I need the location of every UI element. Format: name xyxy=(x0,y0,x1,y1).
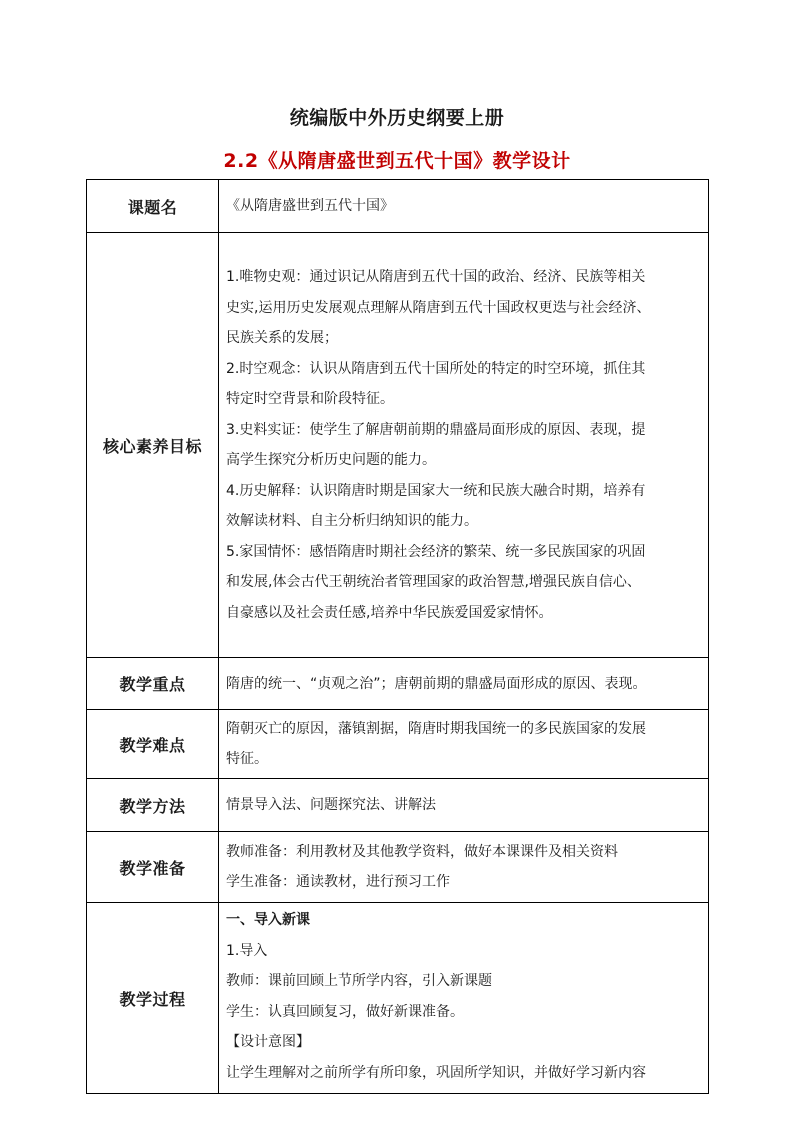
table-row-lesson-name xyxy=(87,180,709,233)
core-goals-line: 和发展,体会古代王朝统治者管理国家的政治智慧,增强民族自信心、 xyxy=(226,574,641,590)
core-goals-content xyxy=(219,233,709,658)
lesson-name-label: 课题名 xyxy=(87,180,219,233)
table-row-key-points xyxy=(87,658,709,710)
preparation-line: 学生准备：通读教材，进行预习工作 xyxy=(226,874,450,890)
core-goals-line: 民族关系的发展； xyxy=(226,330,338,346)
preparation-line: 教师准备：利用教材及其他教学资料，做好本课课件及相关资料 xyxy=(226,844,618,860)
key-points-label: 教学重点 xyxy=(87,658,219,710)
preparation-content xyxy=(219,832,709,903)
preparation-label: 教学准备 xyxy=(87,832,219,903)
core-goals-line: 3.史料实证：使学生了解唐朝前期的鼎盛局面形成的原因、表现，提 xyxy=(226,421,646,438)
table-row-core-goals xyxy=(87,233,709,658)
difficulties-label: 教学难点 xyxy=(87,710,219,779)
table-row-preparation xyxy=(87,832,709,903)
table-row-process xyxy=(87,903,709,1094)
process-content xyxy=(219,903,709,1094)
difficulties-line: 特征。 xyxy=(226,751,268,767)
process-line: 1.导入 xyxy=(226,942,268,959)
core-goals-line: 自豪感以及社会责任感,培养中华民族爱国爱家情怀。 xyxy=(226,604,553,621)
methods-value: 情景导入法、问题探究法、讲解法 xyxy=(219,779,709,832)
difficulties-line: 隋朝灭亡的原因，藩镇割据，隋唐时期我国统一的多民族国家的发展 xyxy=(226,721,646,737)
lesson-plan-table xyxy=(86,179,709,1094)
document-title: 统编版中外历史纲要上册 xyxy=(289,107,505,129)
difficulties-content xyxy=(219,710,709,779)
methods-label: 教学方法 xyxy=(87,779,219,832)
core-goals-line: 史实,运用历史发展观点理解从隋唐到五代十国政权更迭与社会经济、 xyxy=(226,299,651,316)
process-line: 教师：课前回顾上节所学内容，引入新课题 xyxy=(226,973,492,989)
document-subtitle: 2.2《从隋唐盛世到五代十国》教学设计 xyxy=(223,150,571,172)
core-goals-line: 效解读材料、自主分析归纳知识的能力。 xyxy=(226,513,478,529)
process-line: 【设计意图】 xyxy=(226,1034,310,1050)
process-line: 让学生理解对之前所学有所印象，巩固所学知识，并做好学习新内容 xyxy=(226,1064,646,1081)
key-points-value: 隋唐的统一、“贞观之治”；唐朝前期的鼎盛局面形成的原因、表现。 xyxy=(219,658,709,710)
core-goals-line: 特定时空背景和阶段特征。 xyxy=(226,391,394,407)
core-goals-line: 2.时空观念：认识从隋唐到五代十国所处的特定的时空环境，抓住其 xyxy=(226,360,646,377)
core-goals-line: 4.历史解释：认识隋唐时期是国家大一统和民族大融合时期，培养有 xyxy=(226,482,646,499)
core-goals-line: 高学生探究分析历史问题的能力。 xyxy=(226,452,436,468)
table-row-methods xyxy=(87,779,709,832)
process-line: 学生：认真回顾复习，做好新课准备。 xyxy=(226,1003,464,1020)
core-goals-label: 核心素养目标 xyxy=(87,233,219,658)
process-heading: 一、导入新课 xyxy=(226,912,310,928)
process-label: 教学过程 xyxy=(87,903,219,1094)
lesson-name-value: 《从隋唐盛世到五代十国》 xyxy=(219,180,709,233)
core-goals-line: 5.家国情怀：感悟隋唐时期社会经济的繁荣、统一多民族国家的巩固 xyxy=(226,543,646,560)
table-row-difficulties xyxy=(87,710,709,779)
core-goals-line: 1.唯物史观：通过识记从隋唐到五代十国的政治、经济、民族等相关 xyxy=(226,269,646,285)
